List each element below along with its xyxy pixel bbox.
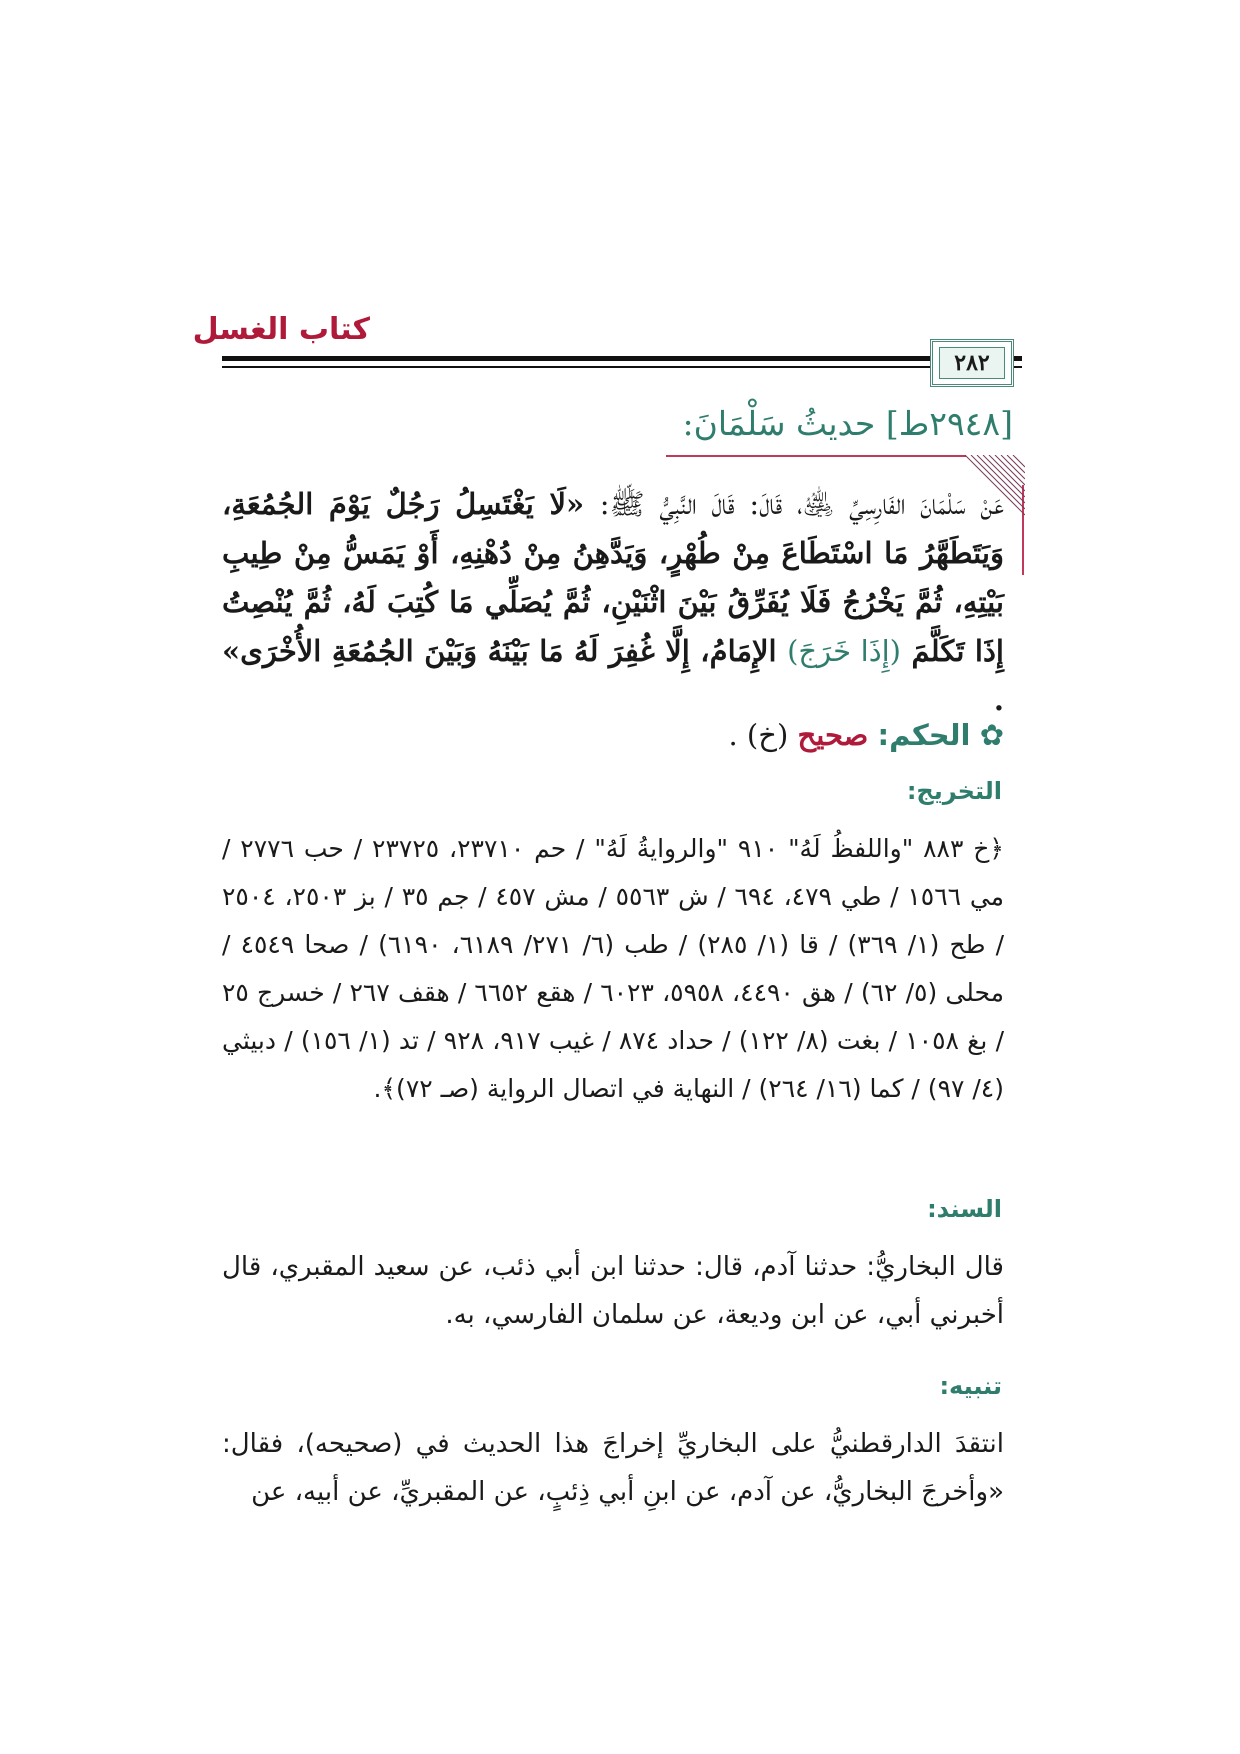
page-number-box — [930, 339, 1014, 387]
header-rule-thin — [222, 366, 1022, 368]
page-number: ٢٨٢ — [939, 347, 1005, 379]
ornament-flower-icon: ✿ — [979, 718, 1004, 752]
hadith-text — [222, 480, 1004, 725]
takhrij-label: التخريج: — [906, 777, 1002, 805]
tanbih-text: انتقدَ الدارقطنيُّ على البخاريِّ إخراجَ هذا الحديث في (صحيحه)، فقال: «وأخرجَ البخاريُّ، عن آدم، عن ابنِ أبي ذِئبٍ، عن المقبريِّ، عن أبيه، عن — [222, 1429, 1004, 1507]
sanad-label: السند: — [927, 1195, 1002, 1223]
sanad-text: قال البخاريُّ: حدثنا آدم، قال: حدثنا ابن أبي ذئب، عن سعيد المقبري، قال أخبرني أبي، عن ابن وديعة، عن سلمان الفارسي، به. — [222, 1252, 1004, 1330]
hadith-heading: [٢٩٤٨ط] حديثُ سَلْمَانَ: — [682, 404, 1013, 443]
chapter-title: كتاب الغسل — [192, 312, 370, 347]
takhrij-text: ﴿خ ٨٨٣ "واللفظُ لَهُ" ٩١٠ "والروايةُ لَهُ" / حم ٢٣٧١٠، ٢٣٧٢٥ / حب ٢٧٧٦ / مي ١٥٦٦ / طي ٤٧٩، ٦٩٤ / ش ٥٥٦٣ / مش ٤٥٧ / جم ٣٥ / بز ٢٥٠٣، ٢٥٠٤ / طح (١/ ٣٦٩) / قا (١/ ٢٨٥) / طب (٦/ ٢٧١/ ٦١٨٩، ٦١٩٠) / صحا ٤٥٤٩ / محلى (٥/ ٦٢) / هق ٤٤٩٠، ٥٩٥٨، ٦٠٢٣ / هقع ٦٦٥٢ / هقف ٢٦٧ / خسرج ٢٥ / بغ ١٠٥٨ / بغت (٨/ ١٢٢) / حداد ٨٧٤ / غيب ٩١٧، ٩٢٨ / تد (١/ ١٥٦) / دبيثي (٤/ ٩٧) / كما (١٦/ ٢٦٤) / النهاية في اتصال الرواية (صـ ٧٢)﴾. — [222, 834, 1005, 1103]
hadith-variant: (إِذَا خَرَجَ) — [787, 634, 901, 668]
ruling-value: صحيح — [797, 718, 869, 752]
header-rule-thick — [222, 356, 1022, 361]
ruling-label: الحكم: — [877, 718, 971, 752]
tanbih-label: تنبيه: — [939, 1372, 1002, 1400]
hadith-narration: عَنْ سَلْمَانَ الفَارِسِيِّ ﵁، قَالَ: قَالَ النَّبِيُّ ﷺ: — [599, 487, 1004, 521]
ruling-suffix: (خ) . — [728, 718, 789, 752]
hadith-matn-part2: الإِمَامُ، إِلَّا غُفِرَ لَهُ مَا بَيْنَهُ وَبَيْنَ الجُمُعَةِ الأُخْرَى» . — [222, 634, 1004, 717]
ornament-rule-horizontal — [666, 455, 966, 457]
hadith-matn-part1: «لَا يَغْتَسِلُ رَجُلٌ يَوْمَ الجُمُعَةِ، وَيَتَطَهَّرُ مَا اسْتَطَاعَ مِنْ طُهْرٍ، وَيَدَّهِنُ مِنْ دُهْنِهِ، أَوْ يَمَسُّ مِنْ طِيبِ بَيْتِهِ، ثُمَّ يَخْرُجُ فَلَا يُفَرِّقُ بَيْنَ اثْنَيْنِ، ثُمَّ يُصَلِّي مَا كُتِبَ لَهُ، ثُمَّ يُنْصِتُ إِذَا تَكَلَّمَ — [222, 487, 1004, 668]
ruling-line — [728, 718, 1004, 752]
